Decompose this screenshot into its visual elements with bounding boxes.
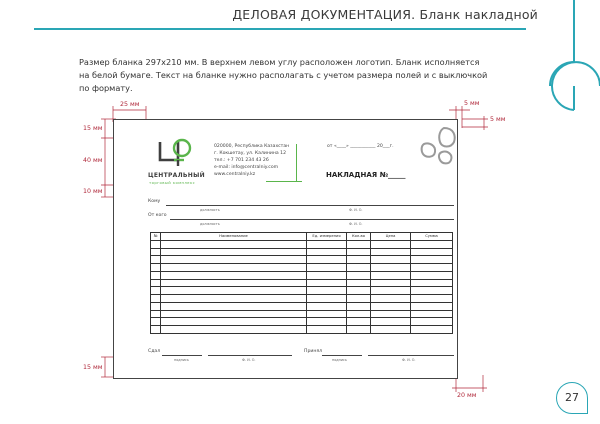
fio-caption: Ф. И. О. (402, 358, 416, 362)
table-cell[interactable] (307, 302, 347, 310)
table-row (151, 310, 453, 318)
table-cell[interactable] (347, 287, 371, 295)
table-cell[interactable] (307, 264, 347, 272)
logo-subtitle: торговый комплекс (149, 180, 196, 185)
col-header-name: Наименование (161, 233, 307, 241)
address-line: г. Кокшетау, ул. Калинина 12 (214, 151, 287, 156)
table-row (151, 318, 453, 326)
address-line: 020000, Республика Казахстан (214, 144, 290, 149)
green-accent-line (296, 144, 297, 182)
table-cell[interactable] (411, 310, 453, 318)
table-cell[interactable] (411, 240, 453, 248)
col-header-sum: Сумма (411, 233, 453, 241)
table-cell[interactable] (161, 302, 307, 310)
table-cell[interactable] (411, 279, 453, 287)
table-cell[interactable] (151, 256, 161, 264)
dim-right-top: 5 мм (464, 100, 480, 107)
table-cell[interactable] (151, 326, 161, 334)
table-cell[interactable] (151, 302, 161, 310)
table-cell[interactable] (347, 248, 371, 256)
green-accent-line-h (266, 181, 302, 182)
dim-gap: 10 мм (83, 188, 103, 195)
table-cell[interactable] (411, 295, 453, 303)
table-row (151, 326, 453, 334)
signature-caption: подпись (332, 358, 347, 362)
table-cell[interactable] (371, 310, 411, 318)
items-table (150, 232, 453, 334)
table-cell[interactable] (411, 271, 453, 279)
fio-caption: Ф. И. О. (242, 358, 256, 362)
dim-logo-height: 40 мм (83, 157, 103, 164)
dim-right-bottom: 20 мм (457, 392, 477, 399)
position-caption: должность (200, 208, 220, 212)
table-cell[interactable] (151, 287, 161, 295)
handed-name-line[interactable] (208, 355, 292, 356)
col-header-price: Цена (371, 233, 411, 241)
table-row (151, 256, 453, 264)
col-header-qty: Кол-во (347, 233, 371, 241)
table-cell[interactable] (161, 295, 307, 303)
table-cell[interactable] (307, 295, 347, 303)
table-cell[interactable] (151, 295, 161, 303)
date-line: от «____» ___________ 20___г. (327, 144, 394, 149)
table-cell[interactable] (347, 318, 371, 326)
table-cell[interactable] (161, 279, 307, 287)
table-cell[interactable] (371, 287, 411, 295)
table-cell[interactable] (307, 240, 347, 248)
table-row (151, 295, 453, 303)
table-row (151, 248, 453, 256)
table-cell[interactable] (371, 248, 411, 256)
dim-top-margin: 15 мм (83, 125, 103, 132)
table-cell[interactable] (411, 326, 453, 334)
table-cell[interactable] (411, 256, 453, 264)
table-cell[interactable] (151, 271, 161, 279)
address-line: тел.: +7 701 234 43 26 (214, 158, 269, 163)
table-cell[interactable] (347, 256, 371, 264)
table-cell[interactable] (307, 256, 347, 264)
table-cell[interactable] (161, 318, 307, 326)
table-cell[interactable] (371, 240, 411, 248)
table-cell[interactable] (307, 287, 347, 295)
table-cell[interactable] (307, 318, 347, 326)
address-line: e-mail: info@centralniy.com (214, 165, 279, 170)
intro-text: Размер бланка 297x210 мм. В верхнем левом углу расположен логотип. Бланк исполняется на белой бумаге. Текст на бланке нужно располагать с учетом размера полей и с выключкой по формату. (79, 57, 488, 93)
table-row (151, 240, 453, 248)
table-cell[interactable] (307, 271, 347, 279)
to-label: Кому (148, 199, 161, 204)
table-cell[interactable] (151, 318, 161, 326)
table-cell[interactable] (371, 256, 411, 264)
position-caption: должность (200, 222, 220, 226)
table-cell[interactable] (371, 295, 411, 303)
table-cell[interactable] (411, 302, 453, 310)
table-cell[interactable] (371, 302, 411, 310)
dim-right-side: 5 мм (490, 116, 506, 123)
table-row (151, 279, 453, 287)
table-cell[interactable] (151, 248, 161, 256)
table-cell[interactable] (347, 302, 371, 310)
to-line[interactable] (166, 205, 454, 206)
table-cell[interactable] (371, 326, 411, 334)
table-cell[interactable] (307, 326, 347, 334)
table-cell[interactable] (151, 310, 161, 318)
table-cell[interactable] (161, 310, 307, 318)
handed-signature-line[interactable] (162, 355, 202, 356)
dim-bottom-margin: 15 мм (83, 364, 103, 371)
table-cell[interactable] (371, 271, 411, 279)
table-cell[interactable] (347, 279, 371, 287)
table-cell[interactable] (347, 326, 371, 334)
table-cell[interactable] (411, 248, 453, 256)
table-cell[interactable] (161, 256, 307, 264)
table-cell[interactable] (161, 287, 307, 295)
table-cell[interactable] (411, 287, 453, 295)
table-cell[interactable] (347, 295, 371, 303)
table-cell[interactable] (411, 264, 453, 272)
received-label: Принял (304, 349, 323, 354)
table-row (151, 264, 453, 272)
col-header-number: № (151, 233, 161, 241)
fio-caption: Ф. И. О. (349, 222, 363, 226)
table-cell[interactable] (307, 248, 347, 256)
table-cell[interactable] (307, 279, 347, 287)
received-name-line[interactable] (368, 355, 454, 356)
from-line[interactable] (170, 219, 454, 220)
table-header-row (151, 233, 453, 241)
table-cell[interactable] (347, 264, 371, 272)
table-row (151, 302, 453, 310)
handed-label: Сдал (148, 349, 161, 354)
table-row (151, 287, 453, 295)
table-cell[interactable] (411, 318, 453, 326)
waybill-form (113, 119, 458, 379)
dim-left-margin: 25 мм (120, 101, 140, 108)
signature-caption: подпись (174, 358, 189, 362)
table-cell[interactable] (161, 248, 307, 256)
doc-title: НАКЛАДНАЯ №_____ (326, 171, 406, 179)
table-cell[interactable] (371, 279, 411, 287)
fio-caption: Ф. И. О. (349, 208, 363, 212)
from-label: От кого (148, 213, 167, 218)
table-cell[interactable] (347, 271, 371, 279)
received-signature-line[interactable] (322, 355, 362, 356)
table-cell[interactable] (371, 318, 411, 326)
col-header-unit: Ед. измерения (307, 233, 347, 241)
logo-icon (154, 138, 192, 168)
address-line: www.centralniy.kz (214, 172, 256, 177)
table-cell[interactable] (151, 279, 161, 287)
table-cell[interactable] (161, 271, 307, 279)
table-cell[interactable] (371, 264, 411, 272)
page-number: 27 (556, 382, 588, 414)
table-cell[interactable] (347, 310, 371, 318)
table-cell[interactable] (307, 310, 347, 318)
table-cell[interactable] (161, 326, 307, 334)
page-title: ДЕЛОВАЯ ДОКУМЕНТАЦИЯ. Бланк накладной (232, 7, 538, 22)
logo-name: ЦЕНТРАЛЬНЫЙ (148, 172, 205, 179)
table-cell[interactable] (161, 240, 307, 248)
table-row (151, 271, 453, 279)
table-cell[interactable] (161, 264, 307, 272)
table-cell[interactable] (347, 240, 371, 248)
drops-icon (418, 126, 458, 166)
table-cell[interactable] (151, 264, 161, 272)
table-cell[interactable] (151, 240, 161, 248)
